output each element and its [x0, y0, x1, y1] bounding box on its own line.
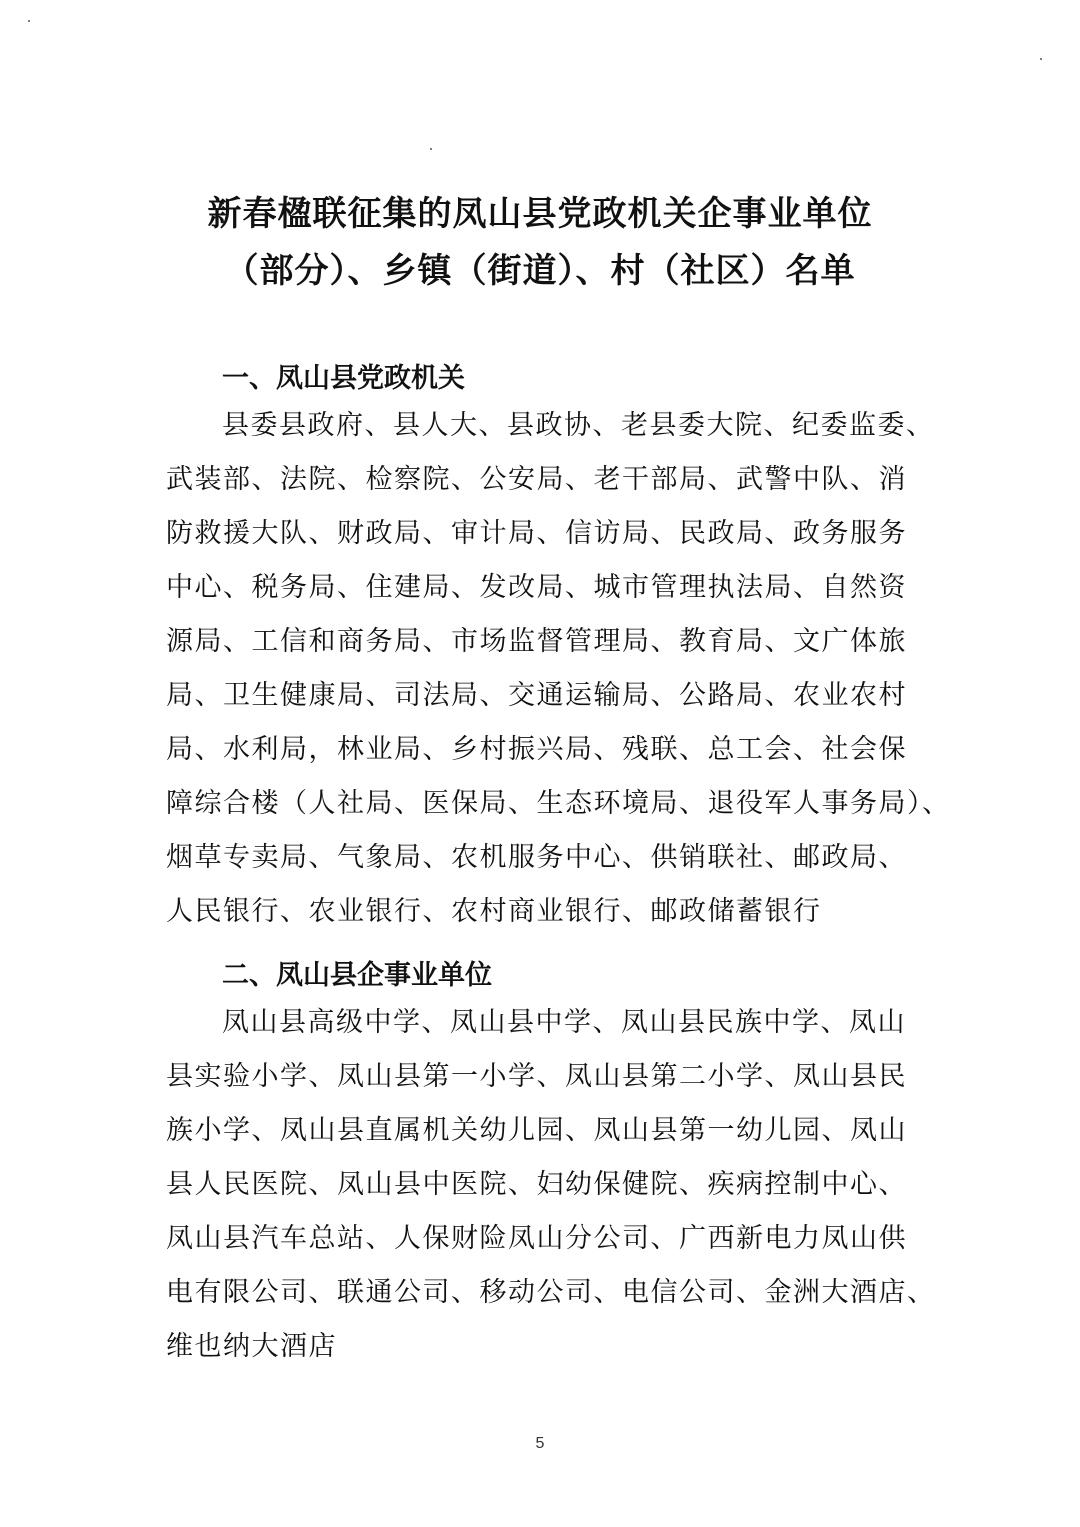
body-line: 局、卫生健康局、司法局、交通运输局、公路局、农业农村: [166, 680, 907, 711]
body-line: 中心、税务局、住建局、发改局、城市管理执法局、自然资: [166, 572, 907, 603]
body-line: 维也纳大酒店: [166, 1331, 337, 1362]
scan-speck: [1040, 58, 1042, 60]
body-line: 电有限公司、联通公司、移动公司、电信公司、金洲大酒店、: [166, 1277, 936, 1308]
body-line: 武装部、法院、检察院、公安局、老干部局、武警中队、消: [166, 464, 907, 495]
body-line: 烟草专卖局、气象局、农机服务中心、供销联社、邮政局、: [166, 842, 907, 873]
section-heading-party-government-organs: 一、凤山县党政机关: [222, 363, 465, 394]
body-line: 防救援大队、财政局、审计局、信访局、民政局、政务服务: [166, 518, 907, 549]
body-line: 族小学、凤山县直属机关幼儿园、凤山县第一幼儿园、凤山: [166, 1115, 907, 1146]
body-line: 县人民医院、凤山县中医院、妇幼保健院、疾病控制中心、: [166, 1169, 907, 1200]
scan-speck: [28, 20, 30, 22]
scan-speck: [430, 148, 432, 150]
body-line: 局、水利局，林业局、乡村振兴局、残联、总工会、社会保: [166, 734, 907, 765]
body-line: 县委县政府、县人大、县政协、老县委大院、纪委监委、: [222, 410, 935, 441]
section-heading-enterprises-institutions: 二、凤山县企事业单位: [222, 960, 492, 991]
body-line: 凤山县汽车总站、人保财险凤山分公司、广西新电力凤山供: [166, 1223, 907, 1254]
body-line: 人民银行、农业银行、农村商业银行、邮政储蓄银行: [166, 896, 822, 927]
page-number: 5: [535, 1435, 545, 1452]
document-title-line-2: （部分）、乡镇（街道）、村（社区）名单: [224, 251, 856, 291]
body-line: 源局、工信和商务局、市场监督管理局、教育局、文广体旅: [166, 626, 907, 657]
body-line: 障综合楼（人社局、医保局、生态环境局、退役军人事务局）、: [166, 788, 951, 819]
body-line: 县实验小学、凤山县第一小学、凤山县第二小学、凤山县民: [166, 1061, 907, 1092]
body-line: 凤山县高级中学、凤山县中学、凤山县民族中学、凤山: [222, 1007, 906, 1038]
document-title-line-1: 新春楹联征集的凤山县党政机关企事业单位: [207, 194, 873, 234]
